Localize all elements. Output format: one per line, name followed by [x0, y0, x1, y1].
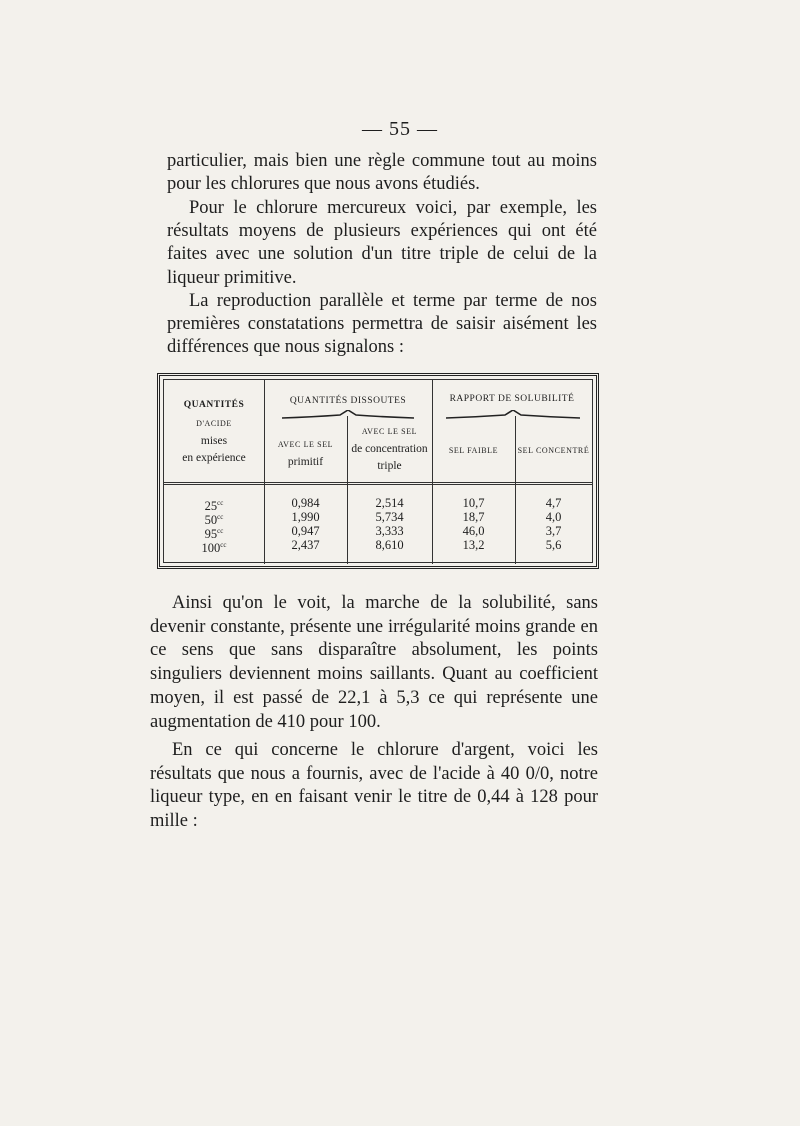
header-rule	[164, 484, 592, 485]
col-triple-sub: de concentration	[351, 443, 428, 455]
col-acid-sub: D'ACIDE	[196, 419, 232, 428]
header-rule	[164, 482, 592, 483]
cell-primitif: 2,437	[291, 538, 320, 552]
col-triple-head: AVEC LE SEL	[361, 427, 418, 436]
paragraph-3-text: La reproduction parallèle et terme par terme de nos premières constatations permettra de saisir aisément les différences que nous signalons :	[167, 291, 597, 358]
col-triple-sub2: triple	[377, 460, 402, 472]
col-faible-head: SEL FAIBLE	[448, 446, 499, 455]
cell-faible: 18,7	[462, 510, 485, 524]
paragraph-5	[150, 739, 598, 833]
cell-faible: 10,7	[462, 496, 485, 510]
cell-acid: $25^{cc}$	[204, 499, 224, 514]
cell-concentre: 4,0	[545, 510, 562, 524]
paragraph-4-text: Ainsi qu'on le voit, la marche de la solubilité, sans devenir constante, présente une irrégularité moins grande en ce sens que sans disparaître absolument, les points singuliers deviennent moins saillants. Quant au coefficient moyen, il est passé de 22,1 à 5,3 ce qui représente une augmentation de 410 pour 100.	[150, 593, 598, 732]
brace-icon	[446, 410, 580, 420]
brace-icon	[282, 410, 414, 420]
table-inner-frame	[163, 379, 593, 563]
col-acid-head: QUANTITÉS	[183, 400, 245, 410]
paragraph-5-text: En ce qui concerne le chlorure d'argent, voici les résultats que nous a fournis, avec de l'acide à 40 0/0, notre liqueur type, en en faisant venir le titre de 0,44 à 128 pour mille :	[150, 740, 598, 831]
cell-triple: 5,734	[375, 510, 404, 524]
col-acid-experience: en expérience	[182, 452, 246, 464]
cell-acid: $100^{cc}$	[201, 541, 227, 556]
col-acid-mises: mises	[200, 435, 228, 447]
cell-faible: 13,2	[462, 538, 485, 552]
col-concentre-head: SEL CONCENTRÉ	[517, 446, 590, 455]
cell-primitif: 0,947	[291, 524, 320, 538]
solubility-table	[157, 373, 599, 569]
group-dissolved-head: QUANTITÉS DISSOUTES	[289, 396, 407, 406]
cell-concentre: 3,7	[545, 524, 562, 538]
group-ratio-head: RAPPORT DE SOLUBILITÉ	[449, 394, 575, 404]
cell-faible: 46,0	[462, 524, 485, 538]
cell-concentre: 4,7	[545, 496, 562, 510]
cell-concentre: 5,6	[545, 538, 562, 552]
paragraph-1: particulier, mais bien une règle commune tout au moins pour les chlorures que nous avons étudiés.	[167, 151, 597, 195]
cell-triple: 2,514	[375, 496, 404, 510]
cell-triple: 3,333	[375, 524, 404, 538]
paragraph-4	[150, 592, 598, 734]
cell-primitif: 1,990	[291, 510, 320, 524]
cell-triple: 8,610	[375, 538, 404, 552]
page-number: — 55 —	[362, 118, 438, 140]
paragraph-2-text: Pour le chlorure mercureux voici, par exemple, les résultats moyens de plusieurs expériences qui ont été faites avec une solution d'un titre triple de celui de la liqueur primitive.	[167, 198, 597, 288]
paragraph-3	[167, 290, 597, 360]
paragraph-2	[167, 197, 597, 290]
cell-primitif: 0,984	[291, 496, 320, 510]
col-primitif-head: AVEC LE SEL	[277, 440, 334, 449]
col-primitif-sub: primitif	[287, 456, 324, 468]
cell-acid: $95^{cc}$	[204, 527, 224, 542]
cell-acid: $50^{cc}$	[204, 513, 224, 528]
